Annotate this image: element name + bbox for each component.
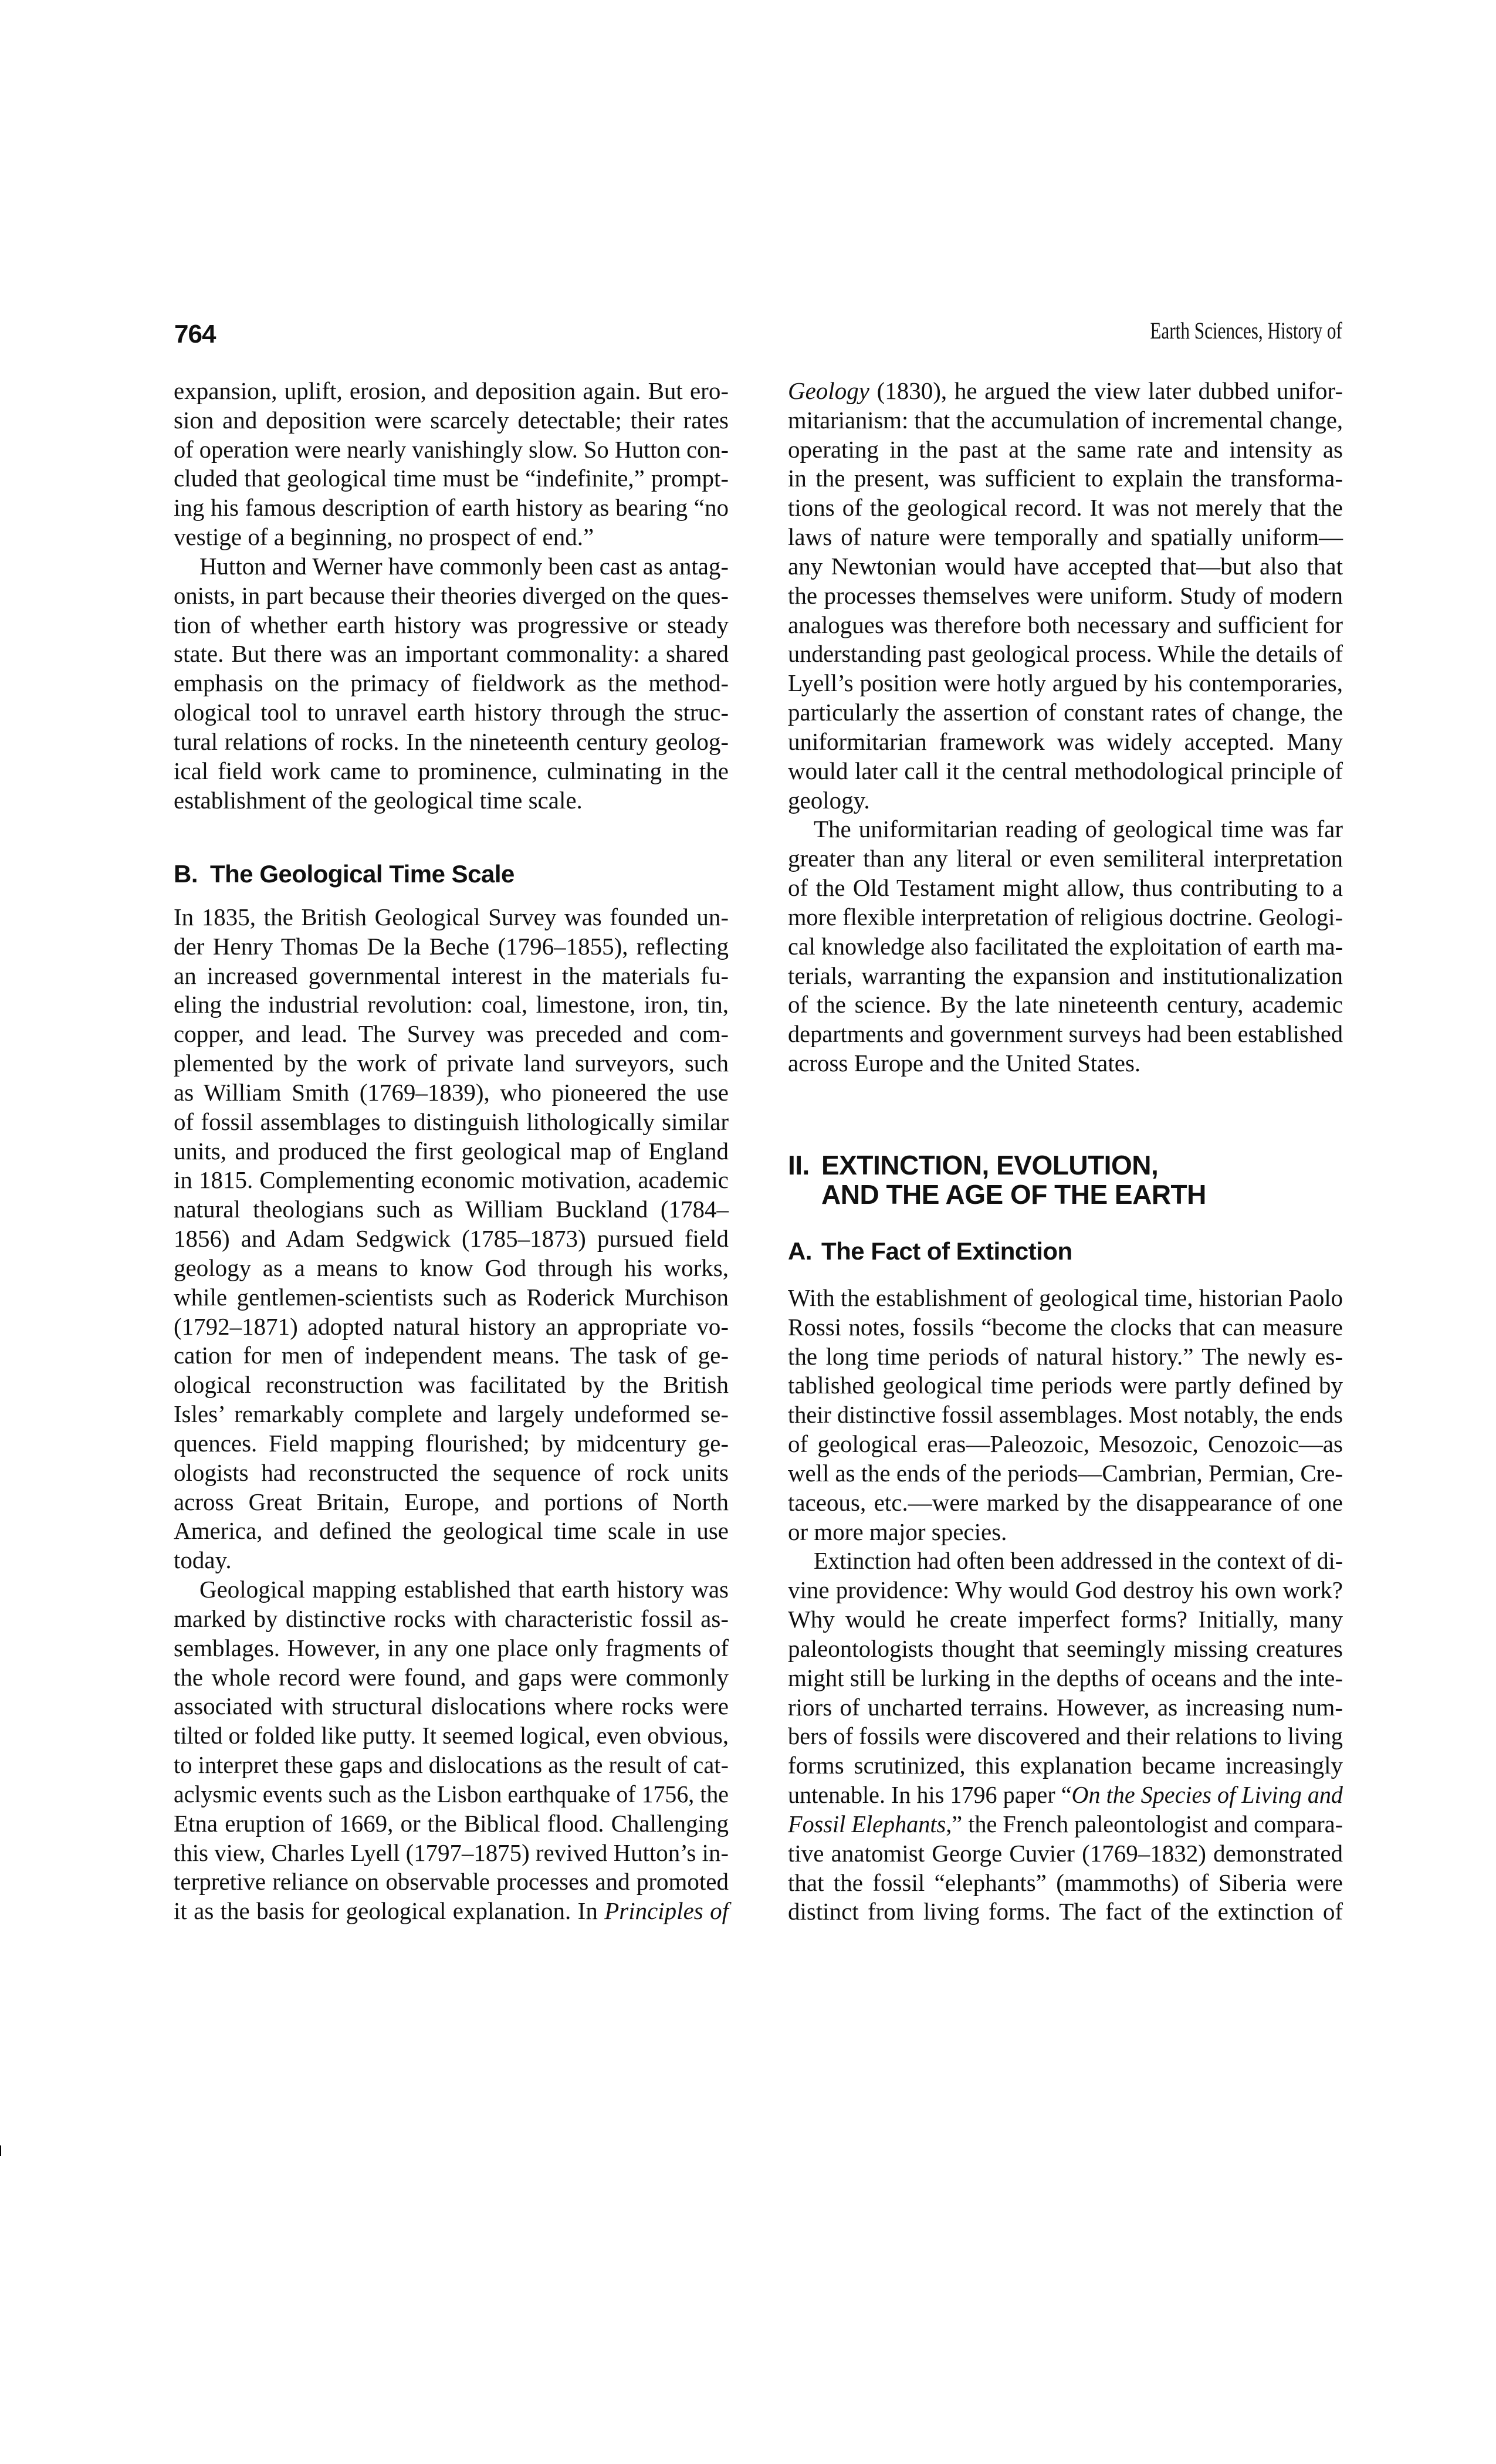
text-line — [174, 435, 729, 465]
text-line — [174, 1663, 729, 1693]
text-segment: Why would he create imperfect forms? Initially, many — [788, 1606, 1343, 1633]
text-segment: 1856) and Adam Sedgwick (1785–1873) pursued field — [174, 1225, 729, 1253]
running-title: Earth Sciences, History of — [1150, 317, 1342, 344]
text-segment: establishment of the geological time scale. — [174, 786, 583, 814]
text-line — [174, 727, 729, 757]
text-line — [788, 815, 1343, 844]
text-line — [174, 990, 729, 1020]
text-segment: that the fossil “elephants” (mammoths) of Siberia were — [788, 1869, 1343, 1896]
text-segment: the processes themselves were uniform. Study of modern — [788, 581, 1343, 609]
text-line — [788, 727, 1343, 757]
text-segment: well as the ends of the periods—Cambrian, Permian, Cre- — [788, 1459, 1343, 1487]
italic-text: Geology — [788, 377, 869, 404]
section-heading-title: The Fact of Extinction — [821, 1237, 1072, 1265]
text-segment: natural theologians such as William Buckland (1784– — [174, 1196, 729, 1223]
italic-text: Fossil Elephants — [788, 1810, 946, 1837]
text-segment: (1792–1871) adopted natural history an appropriate vo- — [174, 1312, 729, 1340]
text-line — [174, 1897, 729, 1926]
text-segment: Rossi notes, fossils “become the clocks that can measure — [788, 1313, 1343, 1341]
text-segment: riors of uncharted terrains. However, as increasing num- — [788, 1693, 1343, 1721]
text-segment: the whole record were found, and gaps were commonly — [174, 1663, 729, 1691]
text-segment: ological tool to unravel earth history through the struc- — [174, 699, 729, 726]
text-segment: laws of nature were temporally and spatially uniform— — [788, 523, 1343, 551]
text-segment: of fossil assemblages to distinguish lithologically similar — [174, 1108, 729, 1135]
text-line — [174, 1254, 729, 1283]
text-line — [174, 1078, 729, 1108]
text-line — [788, 962, 1343, 991]
text-segment: tablished geological time periods were partly defined by — [788, 1372, 1343, 1399]
text-segment: of geological eras—Paleozoic, Mesozoic, Cenozoic—as — [788, 1430, 1343, 1458]
text-segment: taceous, etc.—were marked by the disappearance of one — [788, 1488, 1343, 1516]
section-heading-title: The Geological Time Scale — [210, 860, 515, 888]
text-line — [174, 581, 729, 611]
text-line — [788, 1430, 1343, 1459]
section-heading-number: A. — [788, 1237, 812, 1265]
italic-text: Principles of — [604, 1897, 729, 1925]
chapter-heading-number: II. — [788, 1150, 810, 1180]
text-line — [788, 698, 1343, 727]
text-line — [174, 1575, 729, 1605]
text-line — [788, 932, 1343, 962]
text-segment: this view, Charles Lyell (1797–1875) revived Hutton’s in- — [174, 1839, 729, 1866]
text-segment: tive anatomist George Cuvier (1769–1832) demonstrated — [788, 1839, 1343, 1867]
text-line — [174, 1370, 729, 1400]
text-segment: tural relations of rocks. In the nineteenth century geolog- — [174, 727, 729, 755]
text-line — [788, 1722, 1343, 1751]
text-segment: any Newtonian would have accepted that—but also that — [788, 552, 1343, 580]
text-segment: paleontologists thought that seemingly missing creatures — [788, 1634, 1343, 1662]
text-line — [788, 1546, 1343, 1576]
text-segment: semblages. However, in any one place only fragments of — [174, 1634, 729, 1661]
text-segment: (1830), he argued the view later dubbed unifor- — [869, 377, 1343, 404]
text-line — [174, 1166, 729, 1195]
text-line — [788, 1400, 1343, 1430]
text-line — [788, 786, 1343, 815]
text-line — [788, 523, 1343, 552]
text-line — [788, 639, 1343, 669]
text-segment: cation for men of independent means. The task of ge- — [174, 1342, 729, 1369]
text-line — [174, 1400, 729, 1429]
text-segment: The uniformitarian reading of geological time was far — [814, 815, 1343, 843]
text-segment: cluded that geological time must be “indefinite,” prompt- — [174, 465, 729, 492]
left-column-text-block-2 — [174, 903, 729, 1926]
text-segment: Etna eruption of 1669, or the Biblical flood. Challenging — [174, 1809, 729, 1837]
text-line — [174, 1049, 729, 1078]
text-segment: while gentlemen-scientists such as Roderick Murchison — [174, 1283, 729, 1311]
text-line — [174, 1780, 729, 1809]
text-segment: Hutton and Werner have commonly been cast as antag- — [199, 552, 729, 580]
text-line — [788, 1342, 1343, 1372]
text-segment: tilted or folded like putty. It seemed logical, even obvious, — [174, 1722, 729, 1749]
text-line — [788, 1371, 1343, 1400]
text-line — [174, 1312, 729, 1342]
chapter-heading-line-1: EXTINCTION, EVOLUTION, — [821, 1150, 1159, 1180]
text-segment: of the Old Testament might allow, thus contributing to a — [788, 874, 1343, 902]
text-segment: distinct from living forms. The fact of the extinction of — [788, 1898, 1343, 1925]
text-line — [174, 1517, 729, 1546]
text-segment: departments and government surveys had been established — [788, 1020, 1343, 1048]
text-segment: Extinction had often been addressed in the context of di- — [814, 1547, 1343, 1575]
text-segment: it as the basis for geological explanation. In — [174, 1897, 605, 1925]
chapter-heading-line-2: AND THE AGE OF THE EARTH — [821, 1179, 1206, 1210]
text-segment: quences. Field mapping flourished; by midcentury ge- — [174, 1429, 729, 1457]
text-segment: ical field work came to prominence, culminating in the — [174, 757, 729, 784]
text-segment: sion and deposition were scarcely detectable; their rates — [174, 406, 729, 434]
text-segment: ing his famous description of earth history as bearing “no — [174, 494, 729, 522]
text-line — [174, 406, 729, 435]
section-heading-number: B. — [174, 860, 198, 888]
text-line — [788, 1693, 1343, 1722]
text-segment: Geological mapping established that earth history was — [199, 1576, 729, 1603]
text-segment: to interpret these gaps and dislocations as the result of cat- — [174, 1751, 729, 1779]
text-segment: marked by distinctive rocks with characteristic fossil as- — [174, 1605, 729, 1632]
section-heading-b — [174, 859, 515, 889]
text-segment: bers of fossils were discovered and their relations to living — [788, 1722, 1343, 1750]
text-line — [788, 1459, 1343, 1488]
text-line — [788, 1839, 1343, 1869]
text-line — [174, 1867, 729, 1897]
text-line — [788, 669, 1343, 698]
text-line — [788, 1313, 1343, 1342]
text-line — [788, 757, 1343, 786]
text-line — [174, 493, 729, 523]
text-line — [174, 1721, 729, 1751]
text-line — [788, 611, 1343, 640]
text-line — [788, 1576, 1343, 1605]
text-line — [788, 1605, 1343, 1634]
text-segment: ologists had reconstructed the sequence of rock units — [174, 1458, 729, 1486]
text-line — [788, 1810, 1343, 1839]
text-line — [174, 1283, 729, 1312]
text-segment: in 1815. Complementing economic motivation, academic — [174, 1166, 729, 1194]
left-column-text-block-1 — [174, 377, 729, 815]
text-segment: eling the industrial revolution: coal, limestone, iron, tin, — [174, 991, 729, 1018]
text-segment: greater than any literal or even semiliteral interpretation — [788, 845, 1343, 872]
section-heading-a — [788, 1237, 1072, 1266]
text-line — [174, 1458, 729, 1488]
text-segment: ,” the French paleontologist and compara- — [946, 1810, 1343, 1837]
text-line — [174, 1341, 729, 1370]
text-segment: operating in the past at the same rate and intensity as — [788, 435, 1343, 463]
text-line — [174, 552, 729, 581]
text-line — [174, 757, 729, 786]
text-line — [174, 962, 729, 991]
text-line — [788, 464, 1343, 493]
text-segment: associated with structural dislocations where rocks were — [174, 1693, 729, 1720]
text-segment: onists, in part because their theories diverged on the ques- — [174, 581, 729, 609]
text-segment: In 1835, the British Geological Survey was founded un- — [174, 903, 729, 930]
text-line — [788, 1634, 1343, 1664]
text-segment: tion of whether earth history was progressive or steady — [174, 611, 729, 638]
text-segment: vine providence: Why would God destroy his own work? — [788, 1576, 1343, 1604]
text-segment: across Europe and the United States. — [788, 1050, 1141, 1077]
text-line — [174, 1751, 729, 1780]
text-segment: forms scrutinized, this explanation became increasingly — [788, 1752, 1343, 1779]
text-segment: the long time periods of natural history.” The newly es- — [788, 1342, 1343, 1370]
text-line — [788, 406, 1343, 435]
text-line — [174, 377, 729, 406]
text-line — [788, 1897, 1343, 1927]
text-segment: emphasis on the primacy of fieldwork as the method- — [174, 669, 729, 697]
text-segment: as William Smith (1769–1839), who pioneered the use — [174, 1078, 729, 1106]
text-line — [174, 903, 729, 932]
text-segment: geology as a means to know God through his works, — [174, 1254, 729, 1281]
text-line — [174, 932, 729, 962]
text-line — [788, 1488, 1343, 1518]
text-line — [174, 669, 729, 698]
text-segment: state. But there was an important commonality: a shared — [174, 640, 729, 668]
text-line — [788, 493, 1343, 523]
text-segment: would later call it the central methodological principle of — [788, 757, 1343, 784]
text-segment: uniformitarian framework was widely accepted. Many — [788, 727, 1343, 755]
text-line — [788, 1049, 1343, 1078]
text-line — [788, 1781, 1343, 1810]
text-line — [788, 1518, 1343, 1547]
chapter-heading-ii — [788, 1150, 1206, 1209]
text-segment: in the present, was sufficient to explain the transforma- — [788, 465, 1343, 492]
text-segment: America, and defined the geological time scale in use — [174, 1517, 729, 1545]
text-segment: particularly the assertion of constant rates of change, the — [788, 699, 1343, 726]
text-line — [174, 611, 729, 640]
text-line — [788, 377, 1343, 406]
text-line — [174, 1020, 729, 1049]
text-segment: terpretive reliance on observable processes and promoted — [174, 1868, 729, 1896]
text-line — [174, 1195, 729, 1224]
text-line — [788, 552, 1343, 581]
text-line — [788, 581, 1343, 611]
text-segment: units, and produced the first geological map of England — [174, 1137, 729, 1165]
text-segment: der Henry Thomas De la Beche (1796–1855), reflecting — [174, 932, 729, 960]
text-segment: might still be lurking in the depths of oceans and the inte- — [788, 1664, 1343, 1691]
text-segment: geology. — [788, 786, 870, 814]
text-segment: tions of the geological record. It was not merely that the — [788, 494, 1343, 522]
text-segment: today. — [174, 1546, 232, 1574]
text-line — [788, 1751, 1343, 1781]
text-line — [174, 1839, 729, 1868]
page-number: 764 — [174, 320, 216, 348]
text-segment: With the establishment of geological time, historian Paolo — [788, 1284, 1343, 1311]
text-line — [788, 844, 1343, 874]
text-line — [174, 1692, 729, 1721]
italic-text: On the Species of Living and — [1071, 1781, 1343, 1809]
text-line — [174, 786, 729, 815]
text-line — [174, 1429, 729, 1458]
text-line — [174, 1108, 729, 1137]
text-segment: understanding past geological process. While the details of — [788, 640, 1343, 668]
text-line — [788, 1664, 1343, 1693]
text-line — [174, 1488, 729, 1517]
text-line — [788, 990, 1343, 1020]
scan-edge-mark — [0, 2145, 1, 2156]
text-segment: vestige of a beginning, no prospect of end.” — [174, 523, 594, 551]
text-segment: ological reconstruction was facilitated by the British — [174, 1371, 729, 1399]
text-segment: Lyell’s position were hotly argued by his contemporaries, — [788, 669, 1343, 697]
text-line — [788, 435, 1343, 465]
text-line — [174, 1224, 729, 1254]
text-segment: an increased governmental interest in the materials fu- — [174, 962, 729, 989]
text-line — [174, 1546, 729, 1575]
text-segment: plemented by the work of private land surveyors, such — [174, 1050, 729, 1077]
text-segment: copper, and lead. The Survey was preceded and com- — [174, 1020, 729, 1048]
text-segment: of operation were nearly vanishingly slow. So Hutton con- — [174, 435, 729, 463]
text-segment: or more major species. — [788, 1518, 1007, 1545]
text-segment: Isles’ remarkably complete and largely undeformed se- — [174, 1400, 729, 1428]
text-segment: of the science. By the late nineteenth century, academic — [788, 991, 1343, 1018]
text-segment: expansion, uplift, erosion, and deposition again. But ero- — [174, 377, 729, 404]
text-line — [174, 1137, 729, 1166]
text-segment: untenable. In his 1796 paper “ — [788, 1781, 1072, 1809]
text-line — [174, 1605, 729, 1634]
text-line — [788, 1869, 1343, 1898]
text-segment: more flexible interpretation of religious doctrine. Geologi- — [788, 903, 1343, 930]
text-line — [174, 698, 729, 727]
text-segment: mitarianism: that the accumulation of incremental change, — [788, 406, 1343, 434]
text-line — [174, 1809, 729, 1839]
text-segment: across Great Britain, Europe, and portions of North — [174, 1488, 729, 1515]
text-line — [788, 903, 1343, 932]
right-column-text-block-1 — [788, 377, 1343, 1078]
text-segment: their distinctive fossil assemblages. Most notably, the ends — [788, 1401, 1343, 1429]
text-segment: analogues was therefore both necessary and sufficient for — [788, 611, 1343, 638]
text-line — [174, 523, 729, 552]
text-line — [788, 1020, 1343, 1049]
text-line — [174, 464, 729, 493]
right-column-text-block-2 — [788, 1284, 1343, 1927]
text-line — [788, 874, 1343, 903]
text-segment: cal knowledge also facilitated the exploitation of earth ma- — [788, 932, 1343, 960]
text-segment: aclysmic events such as the Lisbon earthquake of 1756, the — [174, 1780, 729, 1808]
text-line — [174, 639, 729, 669]
text-segment: terials, warranting the expansion and institutionalization — [788, 962, 1343, 989]
text-line — [174, 1634, 729, 1663]
text-line — [788, 1284, 1343, 1313]
